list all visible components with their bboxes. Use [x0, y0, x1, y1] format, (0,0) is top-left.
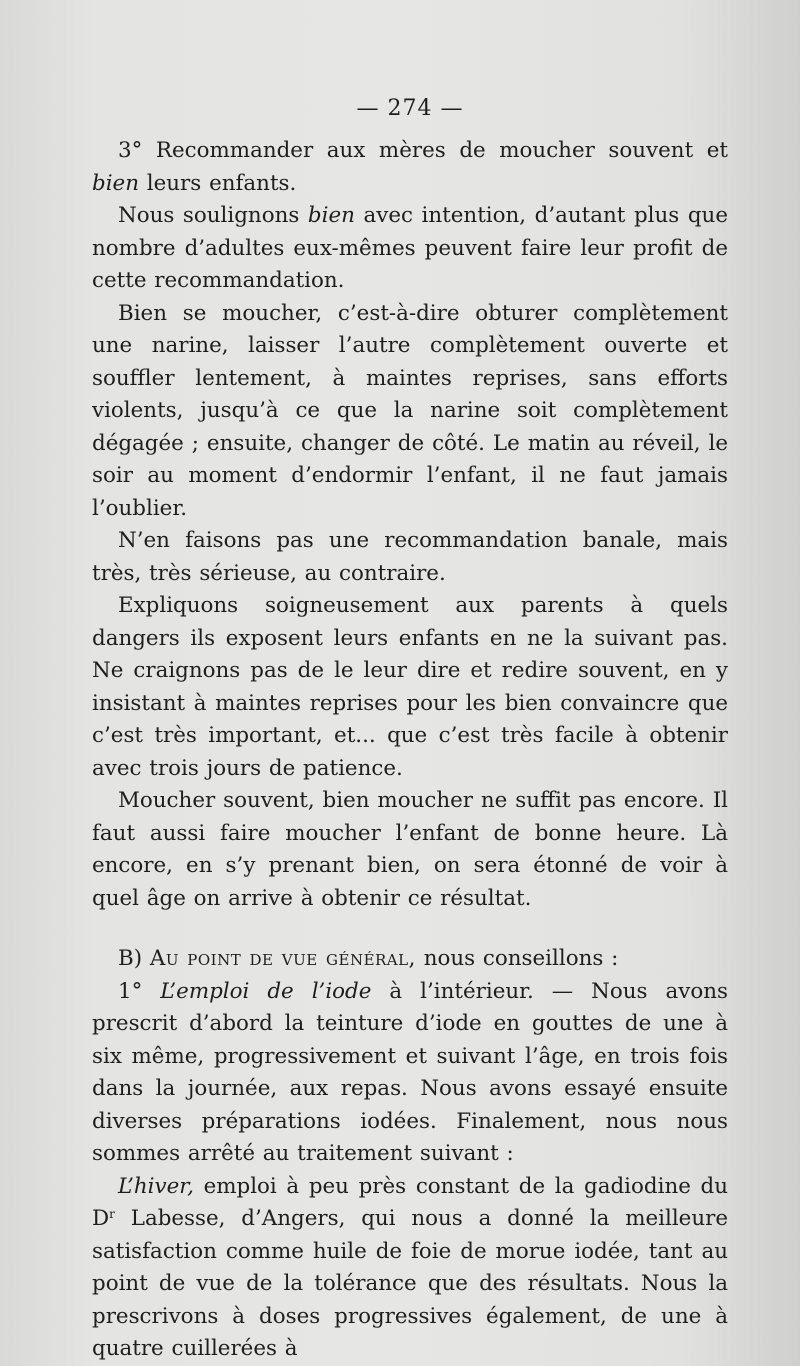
- paragraph-5: Expliquons soigneusement aux parents à quels dangers ils exposent leurs enfants en ne la suivant pas. Ne craignons pas de le leur dire et redire souvent, en y insistant à maintes reprises pour les bien convaincre que c’est très important, et... que c’est très facile à obtenir avec trois jours de patience.: [92, 593, 728, 781]
- page-number: — 274 —: [356, 96, 464, 121]
- section-heading-b: B) Au point de vue général, nous conseillons :: [118, 946, 619, 971]
- book-page: [92, 96, 728, 1366]
- paragraph-3: Bien se moucher, c’est-à-dire obturer complètement une narine, laisser l’autre complètement ouverte et souffler lentement, à maintes reprises, sans efforts violents, jusqu’à ce que la narine soit complètement dégagée ; ensuite, changer de côté. Le matin au réveil, le soir au moment d’endormir l’enfant, il ne faut jamais l’oublier.: [92, 300, 728, 521]
- paragraph-1: 3° Recommander aux mères de moucher souvent et bien leurs enfants.: [92, 138, 728, 196]
- section-gap: [92, 915, 728, 943]
- paragraph-2: Nous soulignons bien avec intention, d’autant plus que nombre d’adultes eux-mêmes peuvent faire leur profit de cette recommandation.: [92, 203, 728, 293]
- paragraph-4: N’en faisons pas une recommandation banale, mais très, très sérieuse, au contraire.: [92, 528, 728, 586]
- paragraph-hiver: L’hiver, emploi à peu près constant de la gadiodine du $D^r$ Labesse, d’Angers, qui nous a donné la meilleure satisfaction comme huile de foie de morue iodée, tant au point de vue de la tolérance que des résultats. Nous la prescrivons à doses progressives également, de une à quatre cuillerées à: [92, 1173, 728, 1361]
- paragraph-iode: 1° L’emploi de l’iode à l’intérieur. — Nous avons prescrit d’abord la teinture d’iode en gouttes de une à six même, progressivement et suivant l’âge, en trois fois dans la journée, aux repas. Nous avons essayé ensuite diverses préparations iodées. Finalement, nous nous sommes arrêté au traitement suivant :: [92, 978, 728, 1166]
- paragraph-6: Moucher souvent, bien moucher ne suffit pas encore. Il faut aussi faire moucher l’enfant de bonne heure. Là encore, en s’y prenant bien, on sera étonné de voir à quel âge on arrive à obtenir ce résultat.: [92, 788, 728, 911]
